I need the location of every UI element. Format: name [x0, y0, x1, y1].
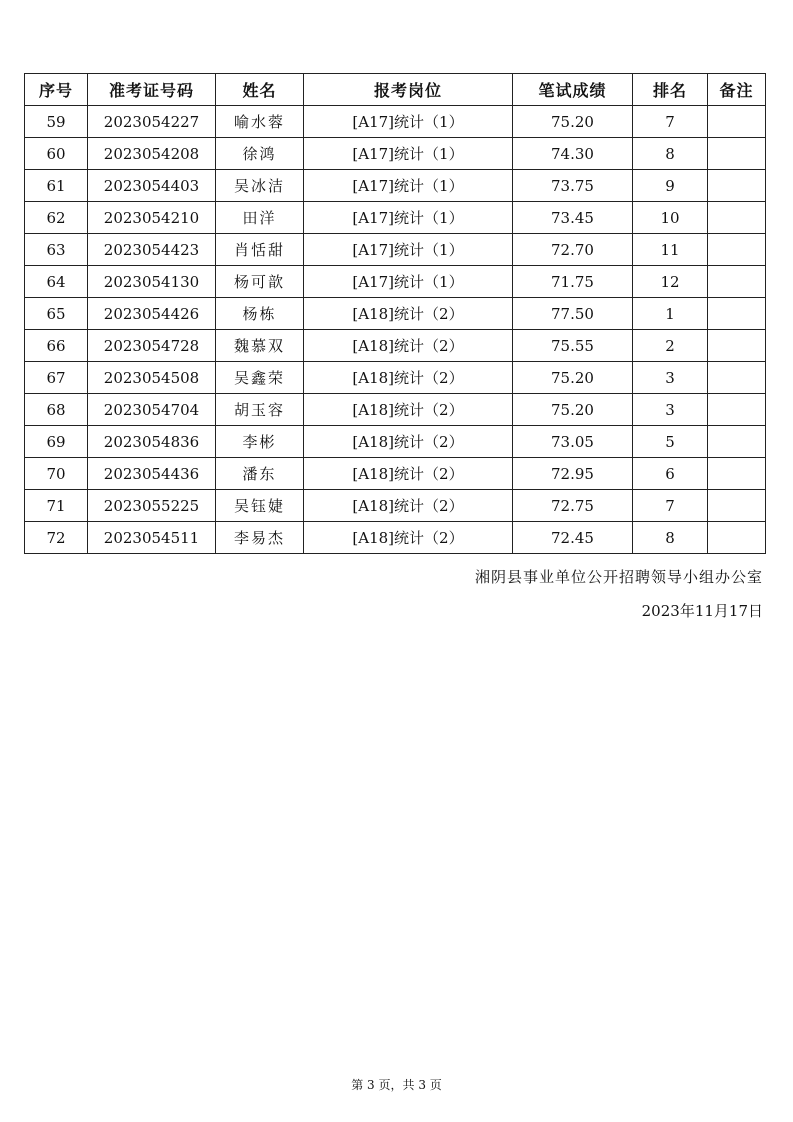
- table-row: [25, 490, 766, 522]
- cell-seq: 61: [25, 170, 88, 202]
- cell-score: 73.75: [513, 170, 633, 202]
- table-row: [25, 458, 766, 490]
- cell-position: [A18]统计（2）: [304, 490, 513, 522]
- cell-seq: 65: [25, 298, 88, 330]
- cell-name: 李易杰: [216, 522, 304, 554]
- header-score: 笔试成绩: [513, 74, 633, 106]
- table-row: [25, 298, 766, 330]
- cell-score: 73.45: [513, 202, 633, 234]
- cell-rank: 12: [633, 266, 708, 298]
- cell-score: 77.50: [513, 298, 633, 330]
- cell-position: [A17]统计（1）: [304, 234, 513, 266]
- table-row: [25, 362, 766, 394]
- cell-name: 徐鸿: [216, 138, 304, 170]
- cell-remarks: [708, 426, 766, 458]
- table-row: [25, 426, 766, 458]
- cell-seq: 68: [25, 394, 88, 426]
- cell-exam-id: 2023054208: [88, 138, 216, 170]
- cell-name: 肖恬甜: [216, 234, 304, 266]
- cell-exam-id: 2023054436: [88, 458, 216, 490]
- cell-rank: 7: [633, 490, 708, 522]
- cell-rank: 3: [633, 394, 708, 426]
- cell-exam-id: 2023054836: [88, 426, 216, 458]
- table-row: [25, 106, 766, 138]
- cell-seq: 70: [25, 458, 88, 490]
- cell-score: 72.95: [513, 458, 633, 490]
- cell-name: 田洋: [216, 202, 304, 234]
- cell-score: 75.20: [513, 394, 633, 426]
- cell-rank: 10: [633, 202, 708, 234]
- cell-score: 71.75: [513, 266, 633, 298]
- cell-seq: 72: [25, 522, 88, 554]
- cell-seq: 62: [25, 202, 88, 234]
- cell-remarks: [708, 298, 766, 330]
- cell-position: [A17]统计（1）: [304, 138, 513, 170]
- cell-position: [A18]统计（2）: [304, 426, 513, 458]
- cell-position: [A17]统计（1）: [304, 202, 513, 234]
- cell-seq: 59: [25, 106, 88, 138]
- header-position: 报考岗位: [304, 74, 513, 106]
- cell-position: [A18]统计（2）: [304, 458, 513, 490]
- cell-score: 75.20: [513, 362, 633, 394]
- cell-seq: 66: [25, 330, 88, 362]
- footer-organization: 湘阴县事业单位公开招聘领导小组办公室: [474, 568, 763, 586]
- cell-rank: 9: [633, 170, 708, 202]
- cell-score: 72.70: [513, 234, 633, 266]
- cell-position: [A17]统计（1）: [304, 170, 513, 202]
- cell-exam-id: 2023054728: [88, 330, 216, 362]
- table-row: [25, 138, 766, 170]
- cell-name: 潘东: [216, 458, 304, 490]
- cell-seq: 64: [25, 266, 88, 298]
- cell-rank: 5: [633, 426, 708, 458]
- cell-name: 李彬: [216, 426, 304, 458]
- header-seq: 序号: [25, 74, 88, 106]
- cell-position: [A18]统计（2）: [304, 330, 513, 362]
- cell-rank: 8: [633, 522, 708, 554]
- cell-exam-id: 2023054227: [88, 106, 216, 138]
- cell-rank: 2: [633, 330, 708, 362]
- cell-remarks: [708, 458, 766, 490]
- cell-remarks: [708, 138, 766, 170]
- cell-exam-id: 2023054130: [88, 266, 216, 298]
- cell-position: [A18]统计（2）: [304, 394, 513, 426]
- cell-rank: 1: [633, 298, 708, 330]
- cell-remarks: [708, 234, 766, 266]
- cell-score: 75.55: [513, 330, 633, 362]
- cell-score: 75.20: [513, 106, 633, 138]
- cell-name: 吴钰婕: [216, 490, 304, 522]
- cell-position: [A18]统计（2）: [304, 362, 513, 394]
- table-row: [25, 522, 766, 554]
- table-row: [25, 234, 766, 266]
- cell-rank: 11: [633, 234, 708, 266]
- header-exam-id: 准考证号码: [88, 74, 216, 106]
- cell-name: 魏慕双: [216, 330, 304, 362]
- cell-exam-id: 2023054704: [88, 394, 216, 426]
- cell-seq: 63: [25, 234, 88, 266]
- cell-exam-id: 2023054426: [88, 298, 216, 330]
- cell-remarks: [708, 522, 766, 554]
- cell-remarks: [708, 394, 766, 426]
- cell-score: 74.30: [513, 138, 633, 170]
- cell-position: [A18]统计（2）: [304, 298, 513, 330]
- cell-position: [A18]统计（2）: [304, 522, 513, 554]
- cell-rank: 6: [633, 458, 708, 490]
- cell-seq: 60: [25, 138, 88, 170]
- cell-name: 喻水蓉: [216, 106, 304, 138]
- cell-remarks: [708, 266, 766, 298]
- cell-exam-id: 2023055225: [88, 490, 216, 522]
- page-number: 第 3 页，共 3 页: [351, 1078, 442, 1092]
- cell-name: 胡玉容: [216, 394, 304, 426]
- cell-score: 73.05: [513, 426, 633, 458]
- header-remarks: 备注: [708, 74, 766, 106]
- table-row: [25, 202, 766, 234]
- table-row: [25, 394, 766, 426]
- cell-seq: 71: [25, 490, 88, 522]
- footer-date: 2023年11月17日: [641, 602, 763, 620]
- cell-remarks: [708, 362, 766, 394]
- header-row: [25, 74, 766, 106]
- header-rank: 排名: [633, 74, 708, 106]
- table-row: [25, 266, 766, 298]
- header-name: 姓名: [216, 74, 304, 106]
- cell-rank: 7: [633, 106, 708, 138]
- cell-score: 72.45: [513, 522, 633, 554]
- cell-seq: 69: [25, 426, 88, 458]
- cell-rank: 8: [633, 138, 708, 170]
- cell-position: [A17]统计（1）: [304, 266, 513, 298]
- table-body: [25, 106, 766, 554]
- cell-remarks: [708, 490, 766, 522]
- cell-position: [A17]统计（1）: [304, 106, 513, 138]
- cell-remarks: [708, 202, 766, 234]
- cell-name: 杨栋: [216, 298, 304, 330]
- cell-rank: 3: [633, 362, 708, 394]
- cell-score: 72.75: [513, 490, 633, 522]
- cell-seq: 67: [25, 362, 88, 394]
- table-row: [25, 170, 766, 202]
- cell-remarks: [708, 106, 766, 138]
- cell-exam-id: 2023054423: [88, 234, 216, 266]
- cell-remarks: [708, 330, 766, 362]
- table-row: [25, 330, 766, 362]
- cell-exam-id: 2023054403: [88, 170, 216, 202]
- cell-name: 杨可歆: [216, 266, 304, 298]
- cell-remarks: [708, 170, 766, 202]
- cell-exam-id: 2023054210: [88, 202, 216, 234]
- cell-exam-id: 2023054508: [88, 362, 216, 394]
- cell-name: 吴冰洁: [216, 170, 304, 202]
- score-table: [24, 73, 766, 554]
- cell-name: 吴鑫荣: [216, 362, 304, 394]
- cell-exam-id: 2023054511: [88, 522, 216, 554]
